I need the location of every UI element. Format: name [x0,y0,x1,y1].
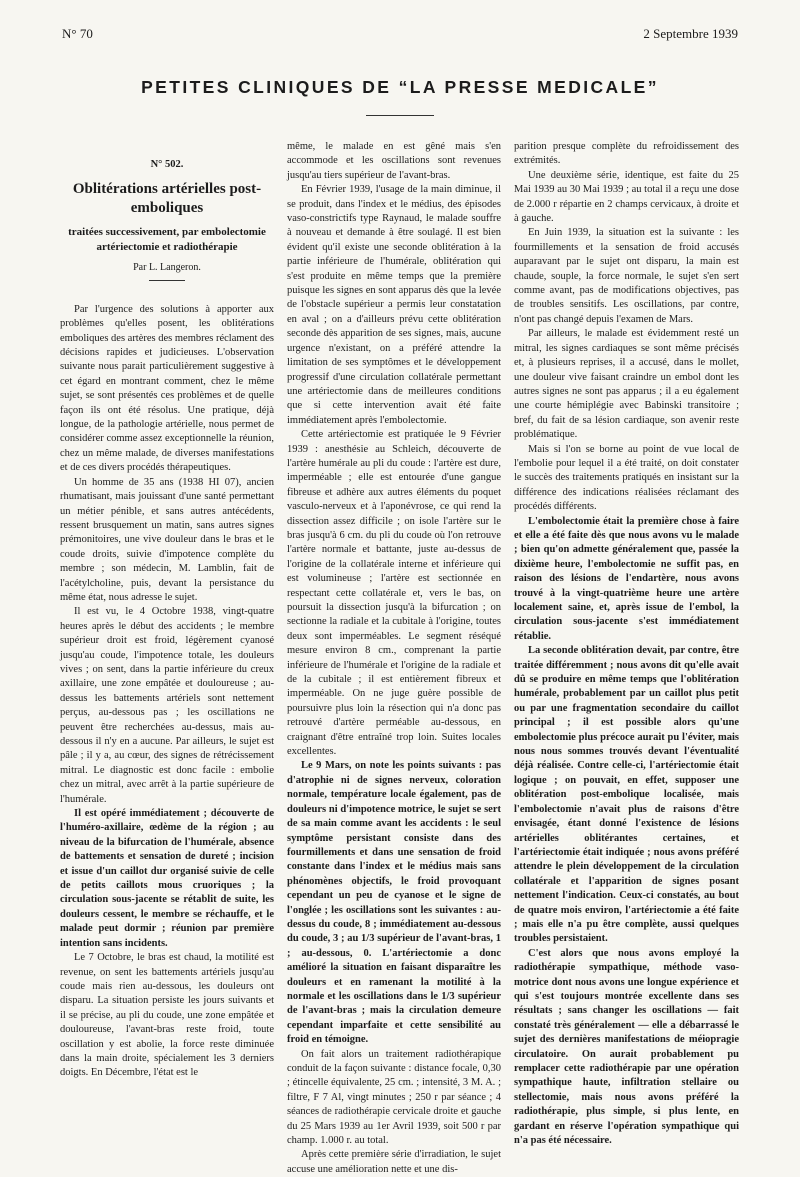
paragraph: C'est alors que nous avons employé la radiothérapie sympathique, méthode vaso-motrice dont nous avons une longue expérience et qui s'est toujours montrée excellente dans ses résultats ; sans changer les oscillations — fait constaté très généralement — elle a débarrassé le sujet des dernières manifestations de méiopragie circulatoire. On aurait probablement pu remplacer cette radiothérapie par une opération sympathique haute, infiltration stellaire ou stellectomie, mais nous avons préféré la radiothérapie, plus simple, si plus lente, en gardant en réserve l'opération sympathique qui n'a pas été nécessaire. [514,947,739,1147]
paragraph: parition presque complète du refroidissement des extrémités. [514,141,739,167]
paragraph: L'embolectomie était la première chose à faire et elle a été faite dès que nous avons vu le malade ; bien qu'on admette généralement que, passée la dixième heure, l'embolectomie ne suffit pas, en raison des lésions de l'endartère, nous avons trouvé à la vingt-quatrième heure une artère localement saine, et, après issue de l'embol, la circulation sous-jacente s'est immédiatement rétablie. [514,515,739,642]
paragraph: Un homme de 35 ans (1938 HI 07), ancien rhumatisant, mais jouissant d'une santé permettant un métier pénible, et sans autres antécédents, ressent brusquement un matin, sans autres signes prémonitoires, une vive douleur dans le bras et le coude droits, suivie d'impotence complète du membre ; son médecin, M. Lamblin, fait de l'acétylcholine, puis, devant la persistance du même état, nous adresse le sujet. [60,476,274,603]
paragraph: Par l'urgence des solutions à apporter aux problèmes qu'elles posent, les oblitérations emboliques des artères des membres réclament des décisions rapides et judicieuses. L'observation suivante nous parait particulièrement suggestive à cet égard en montrant comment, chez le même sujet, se sont présentés ces problèmes et de quelle façon ils ont été résolus. Une pratique, déjà longue, de la pathologie artérielle, nous permet de considérer comme assez exceptionnelle la réunion, chez un même malade, de diverses manifestations et de ces divers procédés thérapeutiques. [60,303,275,474]
column-2 [287,140,501,1177]
paragraph: Il est vu, le 4 Octobre 1938, vingt-quatre heures après le début des accidents ; le membre supérieur droit est froid, légèrement cyanosé jusqu'au coude, l'impotence totale, les douleurs vives ; on sent, dans la partie inférieure du creux axillaire, une zone empâtée et douloureuse ; au-dessus les battements artériels sont nettement perçus, au-dessous pas ; les oscillations ne peuvent être recherchées au-dessus, mais au-dessous il n'y en a aucune. Par ailleurs, le sujet est pâle ; il y a, au cœur, des signes de rétrécissement mitral. Le diagnostic est donc facile : embolie chez un mitral, avec arrêt à la partie supérieure de l'humérale. [60,606,274,805]
paragraph: Cette artériectomie est pratiquée le 9 Février 1939 : anesthésie au Schleich, découverte de l'artère humérale au pli du coude : l'artère est dure, imperméable ; elle est entourée d'une gangue fibreuse et adhère aux autres éléments du poquet vasculo-nerveux et à l'aponévrose, ce qui rend la dissection assez difficile ; on isole l'artère sur le bras jusqu'à 6 cm. du pli du coude où l'on retrouve l'artère normale et battante, juste au-dessus de l'origine de la collatérale interne et inférieure qui est volumineuse ; l'artère est sectionnée en respectant cette collatérale et, vers le bas, on poursuit la dissection jusqu'à la bifurcation ; on sectionne la radiale et la cubitale à l'origine, toutes deux sont imperméables. Le segment réséqué mesure environ 8 cm., comprenant la partie inférieure de l'humérale et l'origine de la radiale et de la cubitale ; il est entièrement fibreux et imperméable. On ne juge guère possible de poursuivre plus loin la résection qui n'a donc pas retrouvé d'artère perméable au-dessous, en craignant d'être entraîné trop loin. Suites locales excellentes. [287,429,501,758]
paragraph: En Février 1939, l'usage de la main diminue, il se produit, dans l'index et le médius, des épisodes vaso-constrictifs type Raynaud, le malade souffre à nouveau et demande à être soulagé. Il est bien évident qu'il existe une seconde oblitération à la partie inférieure de l'humérale, oblitération qui s'est produite en même temps que la première puisque les signes en sont apparus dès que la levée de l'obstacle supérieur a permis leur constatation en aval ; on a d'ailleurs prévu cette oblitération seconde dès apparition de ses signes, mais, aucune urgence n'existant, on a préféré attendre la limitation de ses symptômes et le développement progressif d'une circulation collatérale permettant une artériectomie dans de meilleures conditions que si cette intervention avait été faite immédiatement après l'embolectomie. [287,184,501,426]
paragraph: même, le malade en est gêné mais s'en accommode et les oscillations sont revenues jusqu'au tiers supérieur de l'avant-bras. [287,141,501,181]
paragraph: Par ailleurs, le malade est évidemment resté un mitral, les signes cardiaques se sont même précisés et, à plusieurs reprises, il a accusé, dans le mollet, une douleur vive faisant craindre un embol dont les autres signes ne sont pas apparus ; il a eu également une courte hémiplégie avec Babinski transitoire ; bref, du fait de sa lésion cardiaque, son avenir reste problématique. [514,328,739,441]
column-1 [60,158,274,1081]
article-number: N° 502. [150,159,184,170]
article-author: Par L. Langeron. [133,262,201,274]
paragraph: En Juin 1939, la situation est la suivante : les fourmillements et la sensation de froid accusés auparavant par le sujet ont disparu, la main est chaude, souple, la force normale, le sujet s'en sert comme avant, pas de modifications objectives, pas de troubles sensitifs. Les oscillations, par contre, n'ont pas changé depuis l'examen de Mars. [514,227,739,325]
journal-title: PETITES CLINIQUES DE “LA PRESSE MEDICALE” [141,77,659,97]
paragraph: Après cette première série d'irradiation, le sujet accuse une amélioration nette et une dis- [287,1149,501,1175]
page-date: 2 Septembre 1939 [643,26,738,41]
paragraph: Le 9 Mars, on note les points suivants : pas d'atrophie ni de signes nerveux, coloration normale, température locale également, pas de douleurs ni d'impotence motrice, le sujet se sert de sa main comme avant les accidents : le seul symptôme persistant consiste dans des fourmillements et dans une sensation de froid constante dans l'index et le médius mais sans phénomènes objectifs, le froid provoquant cependant un peu de cyanose et le signe de l'onglée ; les oscillations sont les suivantes : au-dessus du coude, 8 ; immédiatement au-dessous du coude, 3 ; au 1/3 supérieur de l'avant-bras, 1 ; au-dessous, 0. L'artériectomie a donc amélioré la situation en faisant disparaître les douleurs et en ramenant la motilité à la normale et les oscillations dans le 1/3 supérieur de l'avant-bras ; mais la circulation demeure cependant imparfaite et cette sensibilité au froid en témoigne. [287,760,501,1046]
column-3 [514,140,739,1148]
title-divider [366,115,434,116]
article-subtitle: traitées successivement, par embolectomie artériectomie et radiothérapie [68,226,266,254]
page-header [0,26,800,46]
paragraph: Il est opéré immédiatement ; découverte de l'huméro-axillaire, œdème de la région ; au niveau de la bifurcation de l'humérale, absence de battements et sensation de dureté ; incision et issue d'un caillot dur organisé suivie de celle de petits caillots mous cruoriques ; la circulation sous-jacente se rétablit de suite, les douleurs cessent, le membre se réchauffe, et le malade peut dormir ; réunion par première intention sans incidents. [60,808,274,949]
paragraph: Le 7 Octobre, le bras est chaud, la motilité est revenue, on sent les battements artériels jusqu'au coude mais rien au-dessous, les douleurs ont disparu. La situation persiste les jours suivants et il se précise, au pli du coude, une zone empâtée et douloureuse, l'avant-bras reste froid, toute oscillation y est abolie, la force reste diminuée dans la main droite, spécialement les 3 derniers doigts. En Décembre, l'état est le [60,952,274,1079]
page-number: N° 70 [62,26,93,41]
paragraph: La seconde oblitération devait, par contre, être traitée différemment ; nous avons dit qu'elle avait dû se produire en même temps que l'oblitération humérale, probablement par un caillot plus petit ou par une fragmentation secondaire du caillot principal ; il est possible alors qu'une embolectomie plus précoce aurait pu l'éviter, mais nous nous sommes trouvés devant l'éventualité déjà réalisée. Contre celle-ci, l'artériectomie était logique ; on pouvait, en effet, supposer une oblitération post-embolique localisée, mais l'embolectomie n'avait plus de raisons d'être envisagée, étant donné l'existence de lésions artérielles oblitérantes certaines, et l'artériectomie était indiquée ; nous avons préféré attendre le plein développement de la circulation collatérale et l'apparition de signes posant nettement l'indication. Ceux-ci constatés, au bout de quatre mois environ, l'artériectomie a été faite ; mais elle n'a pu être complète, aussi quelques troubles persistaient. [514,645,739,945]
paragraph: Une deuxième série, identique, est faite du 25 Mai 1939 au 30 Mai 1939 ; au total il a reçu une dose de 2.000 r répartie en 2 champs cervicaux, à droite et à gauche. [514,169,739,225]
article-title: Oblitérations artérielles post-emboliques [72,181,262,217]
paragraph: Mais si l'on se borne au point de vue local de l'embolie pour lequel il a été traité, on doit constater le succès des traitements pratiqués en insistant sur la différence des indications réalisées réclamant des procédés différents. [514,443,739,513]
author-divider [149,280,185,281]
paragraph: On fait alors un traitement radiothérapique conduit de la façon suivante : distance focale, 0,30 ; étincelle équivalente, 25 cm. ; intensité, 3 M. A. ; filtre, F 7 Al, vingt minutes ; 250 r par séance ; 4 séances de radiothérapie cervicale droite et gauche du 25 Mars 1939 au 1er Avril 1939, soit 500 r par champ. 1.000 r. au total. [287,1048,501,1147]
